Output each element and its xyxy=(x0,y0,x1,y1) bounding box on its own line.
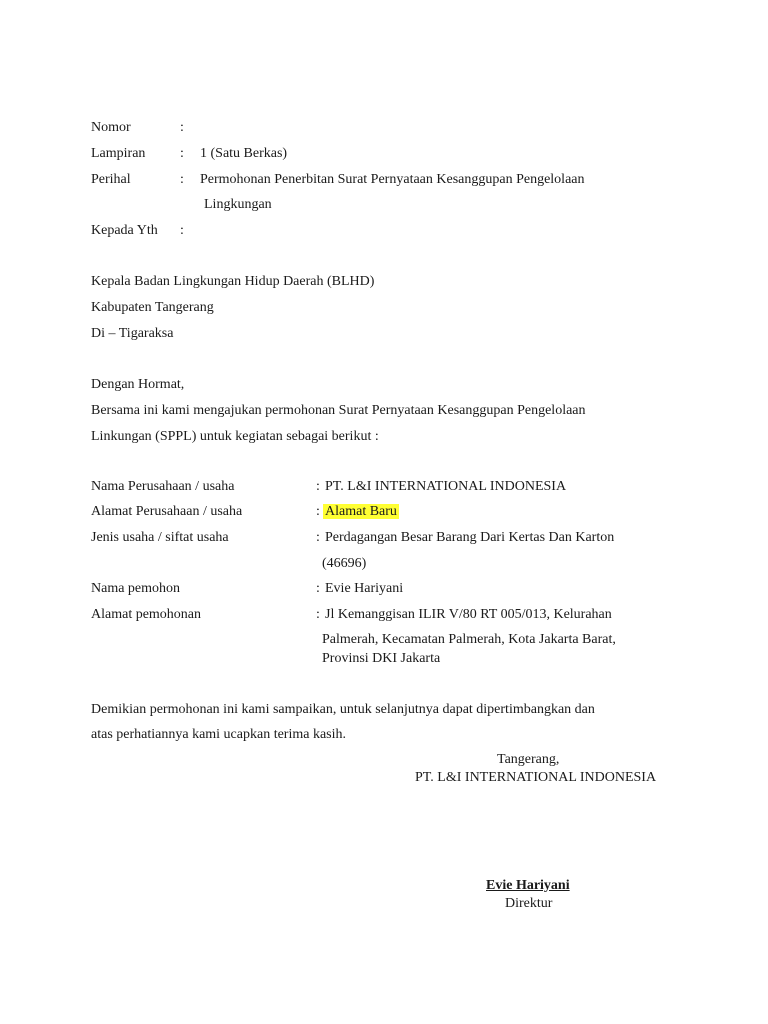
recipient-line3: Di – Tigaraksa xyxy=(91,326,174,341)
intro-line2: Linkungan (SPPL) untuk kegiatan sebagai berikut : xyxy=(91,429,379,444)
alamat-pemohon-value-line1: Jl Kemanggisan ILIR V/80 RT 005/013, Kelurahan xyxy=(325,607,612,622)
perihal-label: Perihal xyxy=(91,172,131,187)
intro-line1: Bersama ini kami mengajukan permohonan Surat Pernyataan Kesanggupan Pengelolaan xyxy=(91,403,586,418)
recipient-line1: Kepala Badan Lingkungan Hidup Daerah (BLHD) xyxy=(91,274,375,289)
perihal-colon: : xyxy=(180,172,184,187)
lampiran-label: Lampiran xyxy=(91,146,146,161)
jenis-usaha-colon: : xyxy=(316,530,320,545)
nama-pemohon-label: Nama pemohon xyxy=(91,581,181,596)
salutation: Dengan Hormat, xyxy=(91,377,185,392)
jenis-usaha-value-line1: Perdagangan Besar Barang Dari Kertas Dan Karton xyxy=(325,530,615,545)
closing-line1: Demikian permohonan ini kami sampaikan, untuk selanjutnya dapat dipertimbangkan dan xyxy=(91,702,595,717)
perihal-value-line1: Permohonan Penerbitan Surat Pernyataan Kesanggupan Pengelolaan xyxy=(200,172,585,187)
nomor-colon: : xyxy=(180,120,184,135)
kepada-colon: : xyxy=(180,223,184,238)
nama-perusahaan-label: Nama Perusahaan / usaha xyxy=(91,479,235,494)
signature-company: PT. L&I INTERNATIONAL INDONESIA xyxy=(415,770,657,785)
closing-line2: atas perhatiannya kami ucapkan terima kasih. xyxy=(91,727,347,742)
nama-perusahaan-colon: : xyxy=(316,479,320,494)
alamat-perusahaan-colon: : xyxy=(316,504,320,519)
alamat-perusahaan-value: Alamat Baru xyxy=(325,504,397,519)
lampiran-colon: : xyxy=(180,146,184,161)
nomor-label: Nomor xyxy=(91,120,131,135)
lampiran-value: 1 (Satu Berkas) xyxy=(200,146,288,161)
kepada-label: Kepada Yth xyxy=(91,223,158,238)
perihal-value-line2: Lingkungan xyxy=(204,197,272,212)
alamat-pemohon-value-line2: Palmerah, Kecamatan Palmerah, Kota Jakarta Barat, xyxy=(322,632,616,647)
alamat-pemohon-colon: : xyxy=(316,607,320,622)
jenis-usaha-label: Jenis usaha / siftat usaha xyxy=(91,530,229,545)
signature-title: Direktur xyxy=(505,896,553,911)
alamat-perusahaan-label: Alamat Perusahaan / usaha xyxy=(91,504,243,519)
signature-name: Evie Hariyani xyxy=(486,878,570,893)
recipient-line2: Kabupaten Tangerang xyxy=(91,300,214,315)
alamat-pemohon-value-line3: Provinsi DKI Jakarta xyxy=(322,651,441,666)
signature-place: Tangerang, xyxy=(497,752,560,767)
nama-pemohon-colon: : xyxy=(316,581,320,596)
alamat-pemohon-label: Alamat pemohonan xyxy=(91,607,202,622)
nama-perusahaan-value: PT. L&I INTERNATIONAL INDONESIA xyxy=(325,479,567,494)
jenis-usaha-value-line2: (46696) xyxy=(322,556,367,571)
nama-pemohon-value: Evie Hariyani xyxy=(325,581,404,596)
